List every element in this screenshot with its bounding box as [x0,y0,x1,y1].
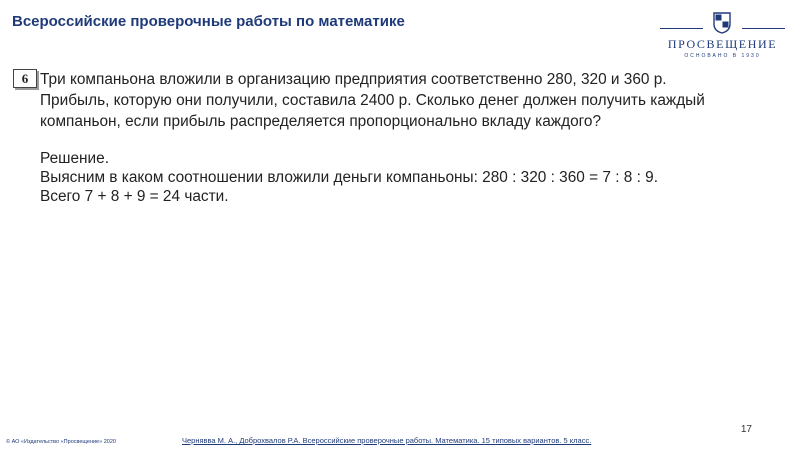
solution-line: Выясним в каком соотношении вложили деньги компаньоны: 280 : 320 : 360 = 7 : 8 : 9. [40,169,658,186]
logo-tagline: ОСНОВАНО В 1930 [684,53,761,59]
solution-block [40,149,780,206]
logo-divider-left [660,28,703,29]
source-reference-link[interactable]: Чернявва М. А., Доброхвалов Р.А. Всероссийские проверочные работы. Математика. 15 типовых вариантов. 5 класс. [182,436,592,445]
problem-line: Прибыль, которую они получили, составила 2400 р. Сколько денег должен получить каждый [40,92,705,109]
solution-heading: Решение. [40,150,109,167]
task-number-badge: 6 [13,69,37,88]
logo-divider-right [742,28,785,29]
solution-line: Всего 7 + 8 + 9 = 24 части. [40,188,229,205]
page-title: Всероссийские проверочные работы по математике [12,13,405,30]
page-number: 17 [740,424,752,435]
shield-logo-icon [713,12,731,34]
problem-line: Три компаньона вложили в организацию предприятия соответственно 280, 320 и 360 р. [40,71,667,88]
logo-wordmark: ПРОСВЕЩЕНИЕ [667,37,778,51]
problem-statement [40,69,790,132]
publisher-logo [660,8,785,59]
problem-line: компаньон, если прибыль распределяется пропорционально вкладу каждого? [40,113,602,130]
copyright-notice: © АО «Издательство «Просвещение» 2020 [6,439,116,445]
